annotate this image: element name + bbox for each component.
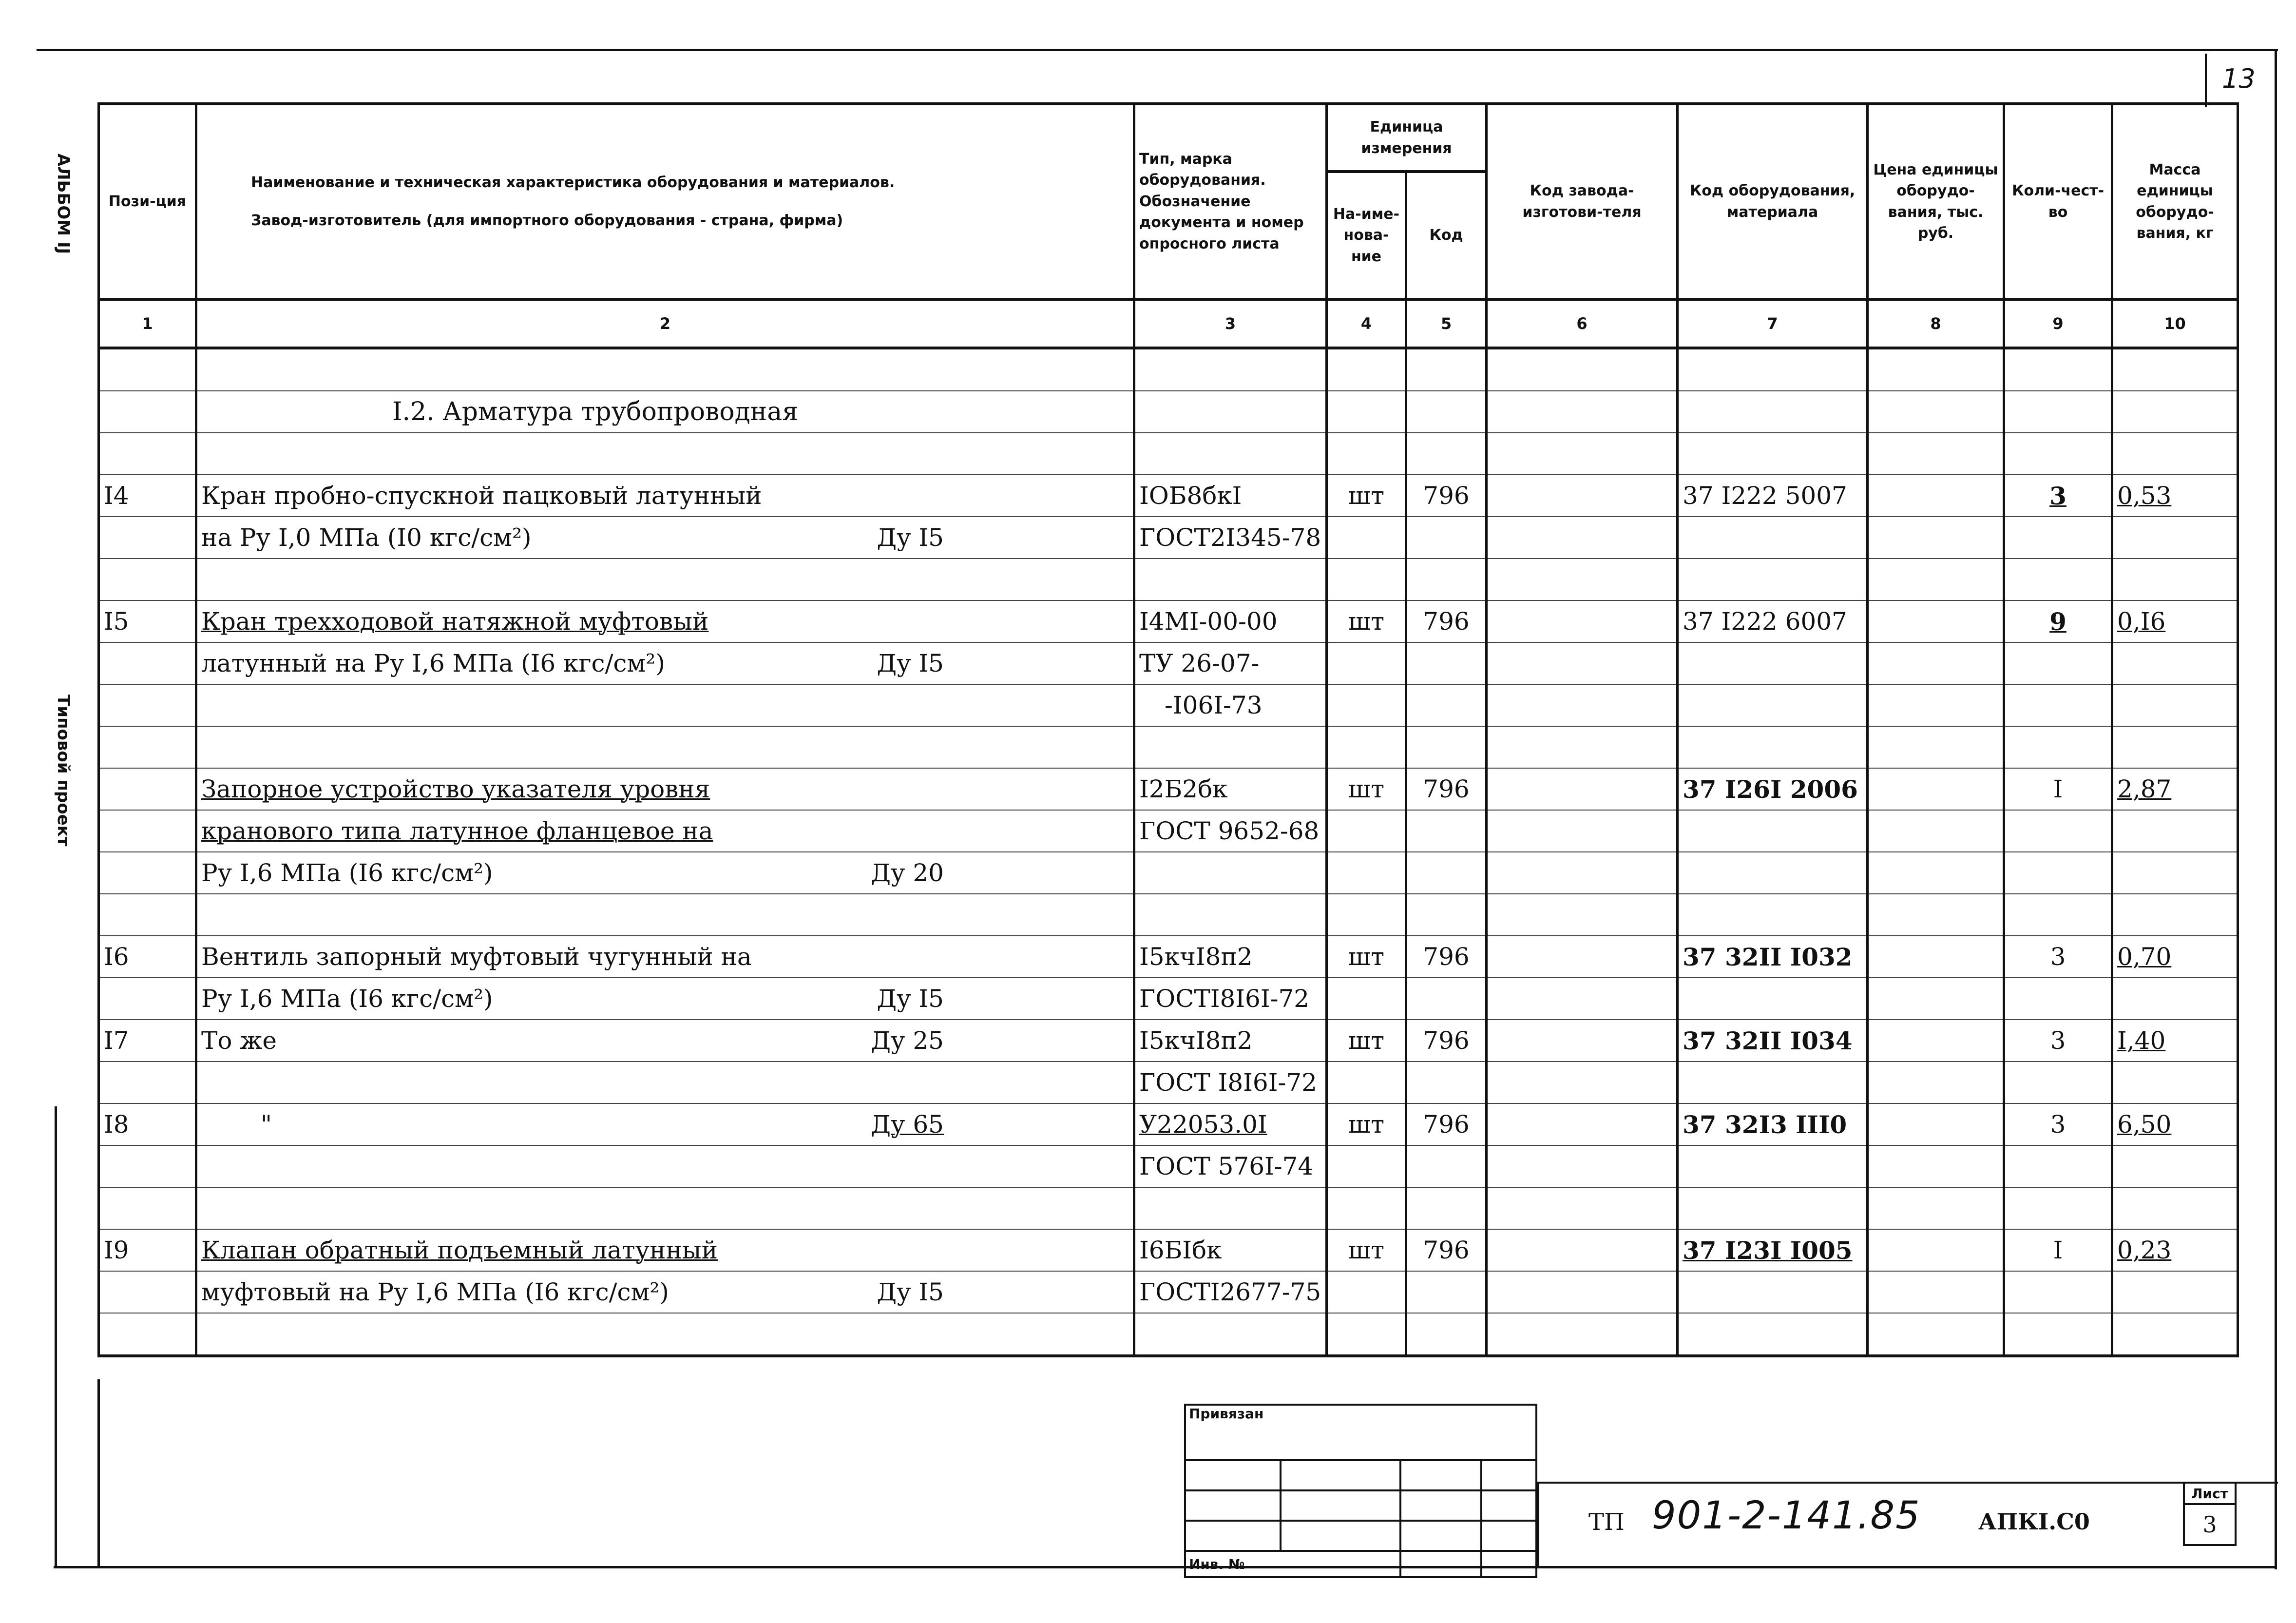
cell-unit-code: 796 bbox=[1406, 936, 1487, 978]
cell-unit: шт bbox=[1327, 1020, 1406, 1062]
section-title: I.2. Арматура трубопроводная bbox=[196, 391, 1134, 433]
cell-type: I6БIбк bbox=[1134, 1229, 1327, 1271]
cell-name: Ру I,6 МПа (I6 кгс/см²) Ду I5 bbox=[196, 978, 1134, 1020]
cell-type: ГОСТI2677-75 bbox=[1134, 1271, 1327, 1313]
table-row bbox=[99, 1229, 2238, 1271]
cell-unit: шт bbox=[1327, 936, 1406, 978]
cell-type: ГОСТ 576I-74 bbox=[1134, 1145, 1327, 1187]
corner-box-left bbox=[2205, 54, 2207, 107]
cell-mass: I,40 bbox=[2112, 1020, 2238, 1062]
cell-quantity: 3 bbox=[2004, 936, 2112, 978]
bottom-border-line bbox=[54, 1566, 2277, 1568]
cell-unit-code: 796 bbox=[1406, 475, 1487, 517]
header-price: Цена единицы оборудо-вания, тыс. руб. bbox=[1868, 104, 2004, 299]
cell-unit: шт bbox=[1327, 1229, 1406, 1271]
section-row bbox=[99, 391, 2238, 433]
cell-nominal-diameter: Ду I5 bbox=[877, 649, 944, 677]
cell-mass: 0,53 bbox=[2112, 475, 2238, 517]
colnum: 10 bbox=[2112, 299, 2238, 348]
cell-quantity: 9 bbox=[2004, 600, 2112, 642]
table-row bbox=[99, 978, 2238, 1020]
stamp-privyazan: Привязан bbox=[1185, 1405, 1536, 1460]
blank-row bbox=[99, 894, 2238, 936]
cell-type: I5кчI8п2 bbox=[1134, 1020, 1327, 1062]
colnum: 6 bbox=[1487, 299, 1678, 348]
cell-nominal-diameter: Ду 25 bbox=[871, 1026, 944, 1055]
cell-unit-code: 796 bbox=[1406, 1020, 1487, 1062]
cell-quantity: 3 bbox=[2004, 1103, 2112, 1145]
cell-nominal-diameter: Ду I5 bbox=[877, 523, 944, 552]
header-type: Тип, марка оборудования. Обозначение документа и номер опросного листа bbox=[1134, 104, 1327, 299]
cell-name: Запорное устройство указателя уровня bbox=[196, 768, 1134, 810]
header-position: Пози-ция bbox=[99, 104, 196, 299]
table-row bbox=[99, 1271, 2238, 1313]
cell-name: Кран пробно-спускной пацковый латунный bbox=[196, 475, 1134, 517]
cell-position: I5 bbox=[99, 600, 196, 642]
cell-nominal-diameter: Ду 65 bbox=[871, 1110, 944, 1139]
cell-material-code: 37 32I3 III0 bbox=[1678, 1103, 1868, 1145]
cell-position: I4 bbox=[99, 475, 196, 517]
table-row bbox=[99, 1020, 2238, 1062]
left-strip-line bbox=[55, 1106, 57, 1567]
cell-name: Клапан обратный подъемный латунный bbox=[196, 1229, 1134, 1271]
cell-mass: 0,I6 bbox=[2112, 600, 2238, 642]
colnum: 8 bbox=[1868, 299, 2004, 348]
cell-position: I7 bbox=[99, 1020, 196, 1062]
colnum: 4 bbox=[1327, 299, 1406, 348]
cell-mass: 6,50 bbox=[2112, 1103, 2238, 1145]
colnum: 3 bbox=[1134, 299, 1327, 348]
cell-unit: шт bbox=[1327, 1103, 1406, 1145]
document-code: АПКI.С0 bbox=[1978, 1508, 2090, 1535]
table-row bbox=[99, 684, 2238, 726]
cell-material-code: 37 I23I I005 bbox=[1678, 1229, 1868, 1271]
cell-name: на Ру I,0 МПа (I0 кгс/см²) Ду I5 bbox=[196, 517, 1134, 559]
cell-type: I5кчI8п2 bbox=[1134, 936, 1327, 978]
cell-name: " Ду 65 bbox=[196, 1103, 1134, 1145]
cell-quantity: 3 bbox=[2004, 1020, 2112, 1062]
stamp-divider bbox=[1537, 1482, 2278, 1484]
table-row bbox=[99, 936, 2238, 978]
cell-material-code: 37 I26I 2006 bbox=[1678, 768, 1868, 810]
top-border-line bbox=[37, 49, 2278, 51]
header-quantity: Коли-чест-во bbox=[2004, 104, 2112, 299]
cell-mass: 2,87 bbox=[2112, 768, 2238, 810]
project-side-label: Типовой проект bbox=[54, 695, 73, 847]
cell-name: латунный на Ру I,6 МПа (I6 кгс/см²) Ду I5 bbox=[196, 642, 1134, 684]
blank-row bbox=[99, 1187, 2238, 1229]
cell-unit: шт bbox=[1327, 768, 1406, 810]
column-number-row bbox=[99, 299, 2238, 348]
colnum: 1 bbox=[99, 299, 196, 348]
cell-quantity: I bbox=[2004, 1229, 2112, 1271]
cell-type: ГОСТI8I6I-72 bbox=[1134, 978, 1327, 1020]
table-row bbox=[99, 852, 2238, 894]
binding-stamp bbox=[1184, 1404, 1537, 1578]
cell-type: ТУ 26-07- bbox=[1134, 642, 1327, 684]
colnum: 9 bbox=[2004, 299, 2112, 348]
cell-unit: шт bbox=[1327, 600, 1406, 642]
colnum: 5 bbox=[1406, 299, 1487, 348]
cell-type: I4МI-00-00 bbox=[1134, 600, 1327, 642]
album-side-label: АЛЬБОМ IJ bbox=[54, 154, 73, 254]
tp-prefix: ТП bbox=[1588, 1508, 1625, 1536]
cell-material-code: 37 I222 5007 bbox=[1678, 475, 1868, 517]
cell-quantity: 3 bbox=[2004, 475, 2112, 517]
table-row bbox=[99, 1062, 2238, 1103]
cell-type: -I06I-73 bbox=[1134, 684, 1327, 726]
table-row bbox=[99, 810, 2238, 852]
cell-unit-code: 796 bbox=[1406, 768, 1487, 810]
cell-name: То же Ду 25 bbox=[196, 1020, 1134, 1062]
cell-type: У22053.0I bbox=[1134, 1103, 1327, 1145]
header-unit-code: Код bbox=[1406, 172, 1487, 299]
header-unit-name: На-име-нова-ние bbox=[1327, 172, 1406, 299]
corner-number: 13 bbox=[2222, 63, 2256, 94]
left-strip-line-2 bbox=[97, 1379, 100, 1567]
stamp-divider-vertical bbox=[1537, 1482, 1539, 1567]
cell-nominal-diameter: Ду I5 bbox=[877, 985, 944, 1013]
header-mass: Масса единицы оборудо-вания, кг bbox=[2112, 104, 2238, 299]
header-unit: Единица измерения bbox=[1327, 104, 1487, 172]
cell-material-code: 37 I222 6007 bbox=[1678, 600, 1868, 642]
cell-type: ГОСТ2I345-78 bbox=[1134, 517, 1327, 559]
cell-type: I2Б2бк bbox=[1134, 768, 1327, 810]
cell-type: ГОСТ I8I6I-72 bbox=[1134, 1062, 1327, 1103]
cell-mass: 0,23 bbox=[2112, 1229, 2238, 1271]
blank-row bbox=[99, 1313, 2238, 1356]
cell-type: IОБ8бкI bbox=[1134, 475, 1327, 517]
colnum: 7 bbox=[1678, 299, 1868, 348]
header-row bbox=[99, 104, 2238, 172]
cell-position: I9 bbox=[99, 1229, 196, 1271]
header-material-code: Код оборудования, материала bbox=[1678, 104, 1868, 299]
cell-unit-code: 796 bbox=[1406, 1103, 1487, 1145]
cell-mass: 0,70 bbox=[2112, 936, 2238, 978]
table-row bbox=[99, 768, 2238, 810]
blank-row bbox=[99, 433, 2238, 475]
cell-type: ГОСТ 9652-68 bbox=[1134, 810, 1327, 852]
cell-position: I8 bbox=[99, 1103, 196, 1145]
cell-name: муфтовый на Ру I,6 МПа (I6 кгс/см²) Ду I5 bbox=[196, 1271, 1134, 1313]
specification-table bbox=[97, 102, 2239, 1357]
cell-quantity: I bbox=[2004, 768, 2112, 810]
header-plant-code: Код завода-изготови-теля bbox=[1487, 104, 1678, 299]
colnum: 2 bbox=[196, 299, 1134, 348]
sheet-label: Лист bbox=[2184, 1483, 2236, 1504]
cell-material-code: 37 32II I034 bbox=[1678, 1020, 1868, 1062]
cell-name: Вентиль запорный муфтовый чугунный на bbox=[196, 936, 1134, 978]
cell-unit-code: 796 bbox=[1406, 600, 1487, 642]
table-row bbox=[99, 517, 2238, 559]
sheet-number: 3 bbox=[2184, 1504, 2236, 1545]
cell-name: Кран трехходовой натяжной муфтовый bbox=[196, 600, 1134, 642]
tp-number: 901-2-141.85 bbox=[1652, 1494, 1921, 1538]
cell-unit-code: 796 bbox=[1406, 1229, 1487, 1271]
cell-unit: шт bbox=[1327, 475, 1406, 517]
cell-material-code: 37 32II I032 bbox=[1678, 936, 1868, 978]
right-border-line bbox=[2275, 49, 2277, 1569]
header-name: Наименование и техническая характеристика оборудования и материалов. Завод-изготовитель (для импортного оборудования - страна, фирма) bbox=[196, 104, 1134, 299]
blank-row bbox=[99, 348, 2238, 391]
sheet-box bbox=[2183, 1482, 2237, 1546]
cell-nominal-diameter: Ду I5 bbox=[877, 1278, 944, 1306]
table-row bbox=[99, 1145, 2238, 1187]
stamp-inv: Инв. № bbox=[1185, 1551, 1400, 1577]
cell-position: I6 bbox=[99, 936, 196, 978]
table-row bbox=[99, 475, 2238, 517]
cell-nominal-diameter: Ду 20 bbox=[871, 859, 944, 887]
blank-row bbox=[99, 559, 2238, 600]
cell-name: Ру I,6 МПа (I6 кгс/см²) Ду 20 bbox=[196, 852, 1134, 894]
table-row bbox=[99, 642, 2238, 684]
table-row bbox=[99, 600, 2238, 642]
cell-name: кранового типа латунное фланцевое на bbox=[196, 810, 1134, 852]
table-row bbox=[99, 1103, 2238, 1145]
blank-row bbox=[99, 726, 2238, 768]
